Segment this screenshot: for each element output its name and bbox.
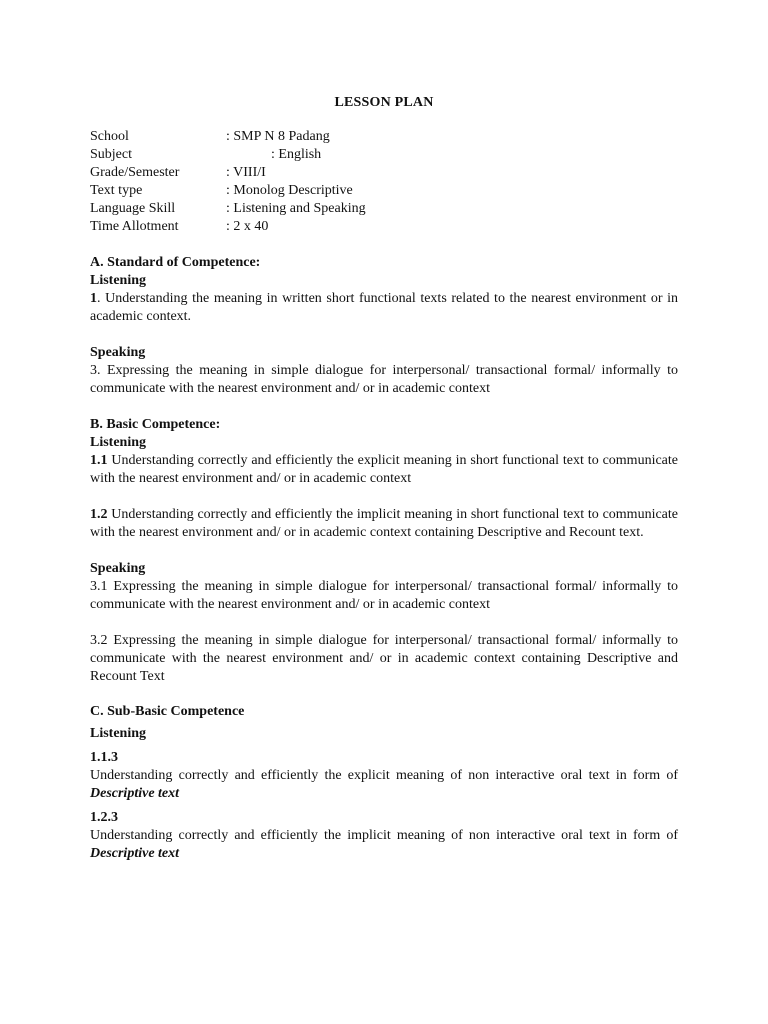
item-text: Understanding correctly and efficiently the explicit meaning of non interactive oral text in form of: [90, 768, 678, 783]
section-heading: B. Basic Competence:: [90, 417, 221, 432]
item-number: 1: [90, 291, 97, 306]
info-label: Grade/Semester: [90, 165, 180, 180]
info-label: Subject: [90, 147, 132, 162]
paragraph: [90, 452, 678, 488]
info-value: : VIII/I: [226, 165, 266, 180]
info-row-school: [90, 128, 678, 146]
info-row-time-allotment: [90, 218, 678, 236]
info-value: : SMP N 8 Padang: [226, 129, 330, 144]
paragraph: [90, 290, 678, 326]
emphasized-text: Descriptive text: [90, 846, 180, 861]
item-number: 1.1.3: [90, 750, 118, 765]
info-value: : Monolog Descriptive: [226, 183, 353, 198]
paragraph: [90, 506, 678, 542]
paragraph: 3.2 Expressing the meaning in simple dialogue for interpersonal/ transactional formal/ informally to communicate with the nearest environment and/ or in academic context containing Descriptive and Recount Text: [90, 633, 678, 684]
info-label: School: [90, 129, 129, 144]
emphasized-text: Descriptive text: [90, 786, 180, 801]
item-text: . Understanding the meaning in written short functional texts related to the nearest environment or in academic context.: [90, 291, 678, 324]
item-text: Understanding correctly and efficiently the explicit meaning in short functional text to communicate with the nearest environment and/ or in academic context: [90, 453, 678, 486]
document-page: [90, 94, 678, 863]
paragraph: [90, 827, 678, 863]
info-label: Time Allotment: [90, 219, 179, 234]
info-row-subject: [90, 146, 678, 164]
item-number: 1.2.3: [90, 810, 118, 825]
subsection-heading: Listening: [90, 726, 147, 741]
info-label: Text type: [90, 183, 143, 198]
section-sub-basic-competence: [90, 703, 678, 863]
section-basic-competence: [90, 416, 678, 686]
info-table: [90, 128, 678, 236]
section-standard-of-competence: [90, 254, 678, 398]
info-label: Language Skill: [90, 201, 176, 216]
info-row-language-skill: [90, 200, 678, 218]
info-value: : 2 x 40: [226, 219, 269, 234]
item-number: 1.1: [90, 453, 108, 468]
info-value: : Listening and Speaking: [226, 201, 366, 216]
info-value: : English: [271, 147, 322, 162]
section-heading: C. Sub-Basic Competence: [90, 704, 245, 719]
info-row-grade: [90, 164, 678, 182]
subsection-heading: Speaking: [90, 345, 146, 360]
info-row-text-type: [90, 182, 678, 200]
paragraph: [90, 767, 678, 803]
page-title: LESSON PLAN: [334, 95, 434, 110]
item-text: Understanding correctly and efficiently the implicit meaning of non interactive oral text in form of: [90, 828, 678, 843]
subsection-heading: Listening: [90, 435, 147, 450]
paragraph: 3. Expressing the meaning in simple dialogue for interpersonal/ transactional formal/ informally to communicate with the nearest environment and/ or in academic context: [90, 363, 678, 396]
subsection-heading: Speaking: [90, 561, 146, 576]
item-number: 1.2: [90, 507, 108, 522]
subsection-heading: Listening: [90, 273, 147, 288]
paragraph: 3.1 Expressing the meaning in simple dialogue for interpersonal/ transactional formal/ informally to communicate with the nearest environment and/ or in academic context: [90, 579, 678, 612]
section-heading: A. Standard of Competence:: [90, 255, 261, 270]
item-text: Understanding correctly and efficiently the implicit meaning in short functional text to communicate with the nearest environment and/ or in academic context containing Descriptive and Recount text.: [90, 507, 678, 540]
